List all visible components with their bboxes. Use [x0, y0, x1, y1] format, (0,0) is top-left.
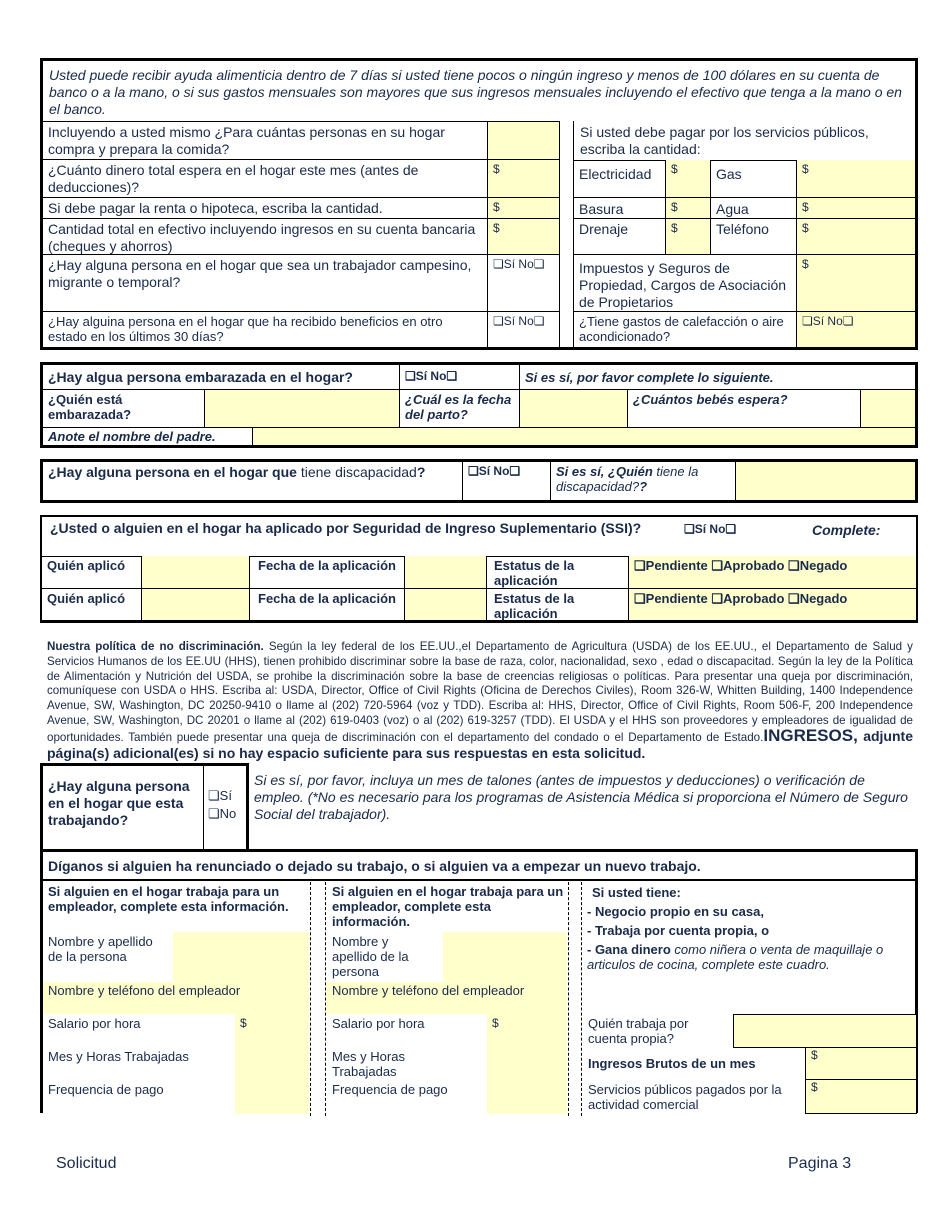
pregnancy-yes-no[interactable]: ❏Sí No❏ [400, 365, 520, 390]
property-taxes-label: Impuestos y Seguros de Propiedad, Cargos de Asociación de Propietarios [574, 255, 797, 312]
employer-name-label-2: Nombre y teléfono del empleador [332, 983, 525, 998]
ssi-complete-label: Complete: [812, 522, 881, 538]
hours-worked-label-1: Mes y Horas Trabajadas [48, 1049, 189, 1064]
ssi-who-label-1: Quién aplicó [42, 556, 142, 589]
water-field[interactable]: $ [797, 198, 915, 219]
rent-field[interactable]: $ [488, 198, 560, 219]
disability-who-field[interactable] [736, 462, 915, 500]
phone-label: Teléfono [711, 219, 797, 255]
hourly-wage-label-1: Salario por hora [48, 1016, 141, 1031]
income-title: INGRESOS, [763, 725, 858, 745]
pregnancy-question: ¿Hay algua persona embarazada en el hogar? [43, 365, 400, 390]
rent-label: Si debe pagar la renta o hipoteca, escriba la cantidad. [43, 198, 488, 219]
footer-form-name: Solicitud [56, 1155, 117, 1172]
babies-expected-field[interactable] [861, 390, 915, 428]
self-employed-who-label: Quién trabaja por cuenta propia? [588, 1016, 689, 1046]
due-date-label: ¿Cuál es la fecha del parto? [400, 390, 520, 428]
ssi-date-label-1: Fecha de la aplicación [250, 556, 405, 589]
trash-field[interactable]: $ [666, 198, 711, 219]
expected-money-label: ¿Cuánto dinero total espera en el hogar este mes (antes de deducciones)? [43, 160, 488, 198]
ssi-who-field-1[interactable] [142, 556, 250, 589]
self-employed-bullet-2: - Trabaja por cuenta propia, o [587, 923, 770, 938]
cash-field[interactable]: $ [488, 219, 560, 255]
self-employed-bullet-1: - Negocio propio en su casa, [587, 904, 764, 919]
person-name-field-1[interactable] [173, 932, 309, 982]
electricity-label: Electricidad [574, 160, 666, 198]
self-employed-who-field[interactable] [733, 1014, 917, 1048]
expected-money-field[interactable]: $ [488, 160, 560, 198]
hours-worked-label-2: Mes y Horas Trabajadas [332, 1049, 405, 1079]
gross-income-label: Ingresos Brutos de un mes [588, 1056, 756, 1071]
job-change-note: Díganos si alguien ha renunciado o dejado su trabajo, o si alguien va a empezar un nuevo trabajo. [48, 858, 701, 874]
hourly-wage-label-2: Salario por hora [332, 1016, 425, 1031]
due-date-field[interactable] [520, 390, 628, 428]
ssi-question: ¿Usted o alguien en el hogar ha aplicado por Seguridad de Ingreso Suplementario (SSI)? [50, 520, 642, 536]
employer-header-1: Si alguien en el hogar trabaja para un empleador, complete esta información. [48, 884, 289, 914]
gross-income-field[interactable]: $ [805, 1048, 917, 1080]
non-discrimination-policy [47, 640, 913, 762]
father-name-field[interactable] [253, 428, 915, 445]
employer-header-2: Si alguien en el hogar trabaja para un empleador, complete esta información. [332, 884, 564, 929]
ssi-yes-no[interactable]: ❏Sí No❏ [684, 522, 737, 536]
property-taxes-field[interactable]: $ [797, 255, 915, 312]
ssi-date-field-2[interactable] [405, 589, 487, 620]
ssi-date-field-1[interactable] [405, 556, 487, 589]
income-note: adjunte página(s) adicional(es) si no hay espacio suficiente para sus respuestas en esta solicitud. [47, 727, 913, 761]
disability-question: ¿Hay alguna persona en el hogar que tiene discapacidad? [43, 462, 463, 500]
ssi-status-label-2: Estatus de la aplicación [487, 589, 629, 620]
business-utilities-label: Servicios públicos pagados por la actividad comercial [588, 1082, 782, 1112]
hourly-wage-field-2[interactable]: $ [487, 1014, 567, 1114]
hourly-wage-field-1[interactable]: $ [235, 1014, 309, 1114]
farmworker-yes-no[interactable]: ❏Sí No❏ [488, 255, 560, 312]
food-assistance-section [40, 58, 918, 350]
cash-label: Cantidad total en efectivo incluyendo ingresos en su cuenta bancaria (cheques y ahorros) [43, 219, 488, 255]
phone-field[interactable]: $ [797, 219, 915, 255]
ssi-status-options-1[interactable]: ❏Pendiente ❏Aprobado ❏Negado [629, 556, 916, 589]
other-state-benefits-label: ¿Hay alguina persona en el hogar que ha recibido beneficios en otro estado en los últimos 30 días? [43, 312, 488, 347]
self-employed-bullet-3: - Gana dinero como niñera o venta de maquillaje o articulos de cocina, complete este cuadro. [587, 942, 884, 972]
employment-section [40, 849, 918, 1113]
disability-section [40, 459, 918, 503]
gas-label: Gas [711, 160, 797, 198]
household-size-field[interactable] [488, 121, 560, 160]
employer-name-label-1: Nombre y teléfono del empleador [48, 983, 241, 998]
working-yes[interactable]: ❏Sí [208, 788, 232, 803]
person-name-label-2: Nombre y apellido de la persona [332, 934, 409, 979]
father-name-label: Anote el nombre del padre. [43, 428, 253, 445]
electricity-field[interactable]: $ [666, 160, 711, 198]
working-question-box [40, 763, 249, 849]
pay-frequency-label-2: Frequencia de pago [332, 1082, 448, 1097]
gas-field[interactable]: $ [797, 160, 915, 198]
footer-page-number: Pagina 3 [788, 1155, 852, 1172]
other-state-benefits-yes-no[interactable]: ❏Sí No❏ [488, 312, 560, 347]
sewer-label: Drenaje [574, 219, 666, 255]
household-size-label: Incluyendo a usted mismo ¿Para cuántas personas en su hogar compra y prepara la comida? [43, 121, 488, 160]
ssi-who-label-2: Quién aplicó [42, 589, 142, 620]
policy-body: Según la ley federal de los EE.UU.,el Departamento de Agricultura (USDA) de los EE.UU., el Departamento de Salud y Servicios Humanos de los EE.UU (HHS), tienen prohibido discriminar sobre la base de raza, color, nacionalidad, sexo , edad o discapacitad. Según la ley de la Política de Alimentación y Nutrición del USDA, se prohibe la discriminación sobre la base de creencias religiosas o políticas. Para presentar una queja por discriminación, comuníquese con USDA o HHS. Escriba al: USDA, Director, Office of Civil Rights (Oficina de Derechos Civiles), Room 326-W, Whitten Building, 1400 Independence Avenue, SW, Washington, DC 20250-9410 o llame al (202) 720-5964 (voz y TDD). Escriba al: HHS, Director, Office of Civil Rights, Room 506-F, 200 Independence Avenue, SW, Washington, DC 20201 o llame al (202) 619-0403 (voz) o al (202) 619-3257 (TDD). El USDA y el HHS son proveedores y empleadores de igualidad de oportunidades. También puede presentar una queja de discriminación con el departamento del condado o el Departamento de Estado. [47, 640, 913, 744]
disability-yes-no[interactable]: ❏Sí No❏ [463, 462, 551, 500]
utilities-header: Si usted debe pagar por los servicios públicos, escriba la cantidad: [580, 124, 869, 157]
trash-label: Basura [574, 198, 666, 219]
pregnant-who-field[interactable] [205, 390, 400, 428]
person-name-field-2[interactable] [443, 932, 567, 982]
person-name-label-1: Nombre y apellido de la persona [48, 934, 153, 964]
working-no[interactable]: ❏No [208, 806, 237, 821]
water-label: Agua [711, 198, 797, 219]
ssi-section [40, 515, 918, 623]
sewer-field[interactable]: $ [666, 219, 711, 255]
pregnant-who-label: ¿Quién está embarazada? [43, 390, 205, 428]
expedited-intro: Usted puede recibir ayuda alimenticia dentro de 7 días si usted tiene pocos o ningún ingreso y menos de 100 dólares en su cuenta de banco o a la mano, o si sus gastos mensuales son mayores que sus ingresos mensuales incluyendo el efectivo que tenga a la mano o en el banco. [49, 67, 902, 117]
policy-title: Nuestra política de no discriminación. [47, 640, 264, 653]
pay-frequency-label-1: Frequencia de pago [48, 1082, 164, 1097]
babies-expected-label: ¿Cuántos bebés espera? [628, 390, 861, 428]
heating-cooling-label: ¿Tiene gastos de calefacción o aire acondicionado? [574, 312, 797, 347]
ssi-date-label-2: Fecha de la aplicación [250, 589, 405, 620]
farmworker-label: ¿Hay alguna persona en el hogar que sea un trabajador campesino, migrante o temporal? [43, 255, 488, 312]
self-employed-header: Si usted tiene: [592, 885, 681, 900]
ssi-who-field-2[interactable] [142, 589, 250, 620]
working-note: Si es sí, por favor, incluya un mes de talones (antes de impuestos y deducciones) o verificación de empleo. (*No es necesario para los programas de Asistencia Médica si proporciona el Número de Seguro Social del trabajador). [254, 772, 908, 822]
heating-cooling-yes-no[interactable]: ❏Sí No❏ [797, 312, 915, 347]
business-utilities-field[interactable]: $ [805, 1080, 917, 1114]
ssi-status-label-1: Estatus de la aplicación [487, 556, 629, 589]
ssi-status-options-2[interactable]: ❏Pendiente ❏Aprobado ❏Negado [629, 589, 916, 620]
disability-who-label: Si es sí, ¿Quién tiene la discapacidad?? [551, 462, 736, 500]
pregnancy-section [40, 362, 918, 448]
working-question: ¿Hay alguna persona en el hogar que esta trabajando? [48, 778, 190, 828]
pregnancy-instruction: Si es sí, por favor complete lo siguiente. [520, 365, 915, 390]
